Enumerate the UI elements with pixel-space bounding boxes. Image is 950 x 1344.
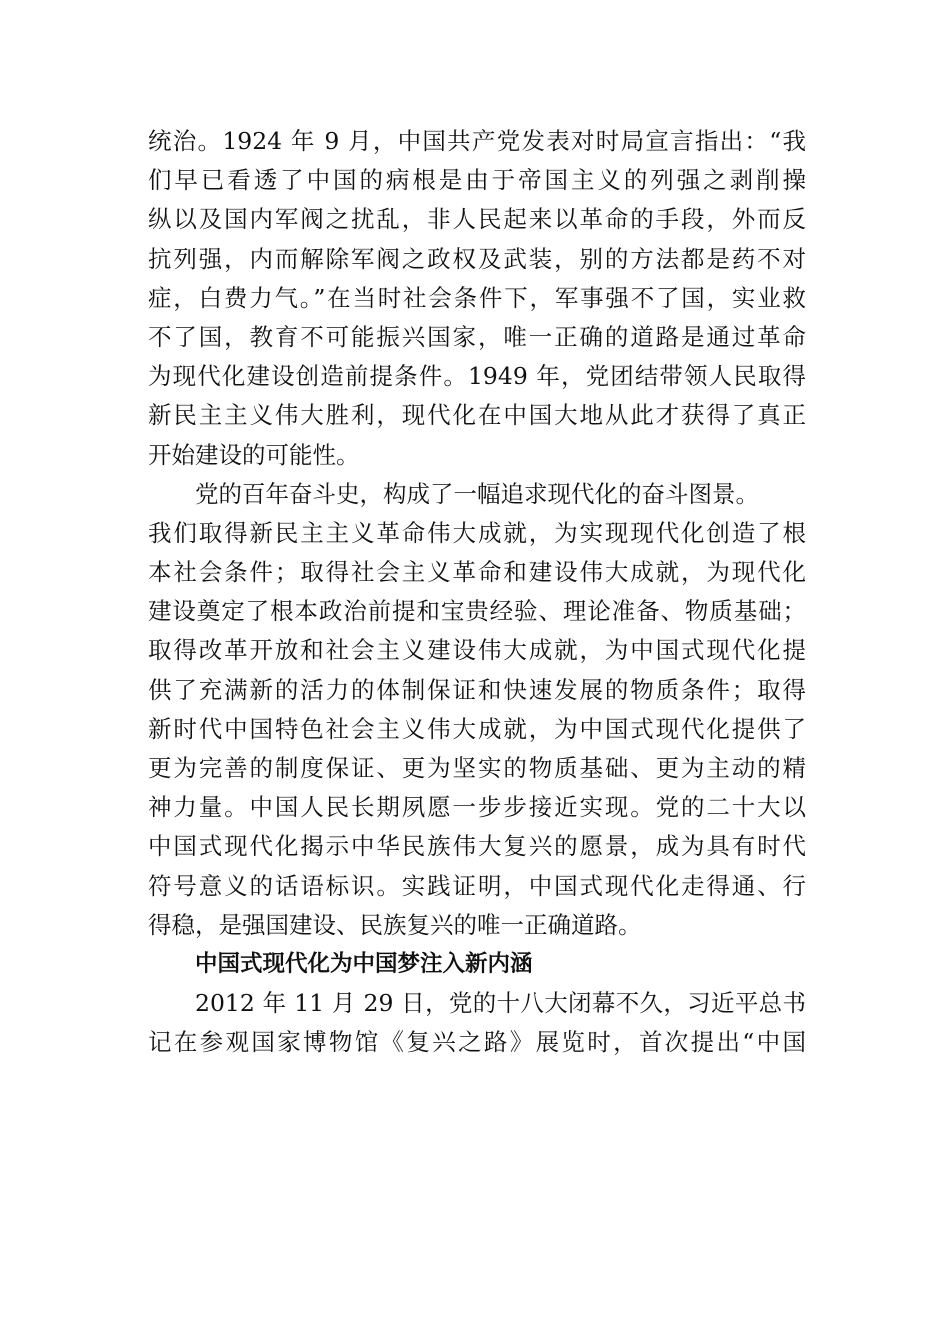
text-line: 纵以及国内军阀之扰乱，非人民起来以革命的手段，外而反 bbox=[148, 205, 806, 234]
text-line: 们早已看透了中国的病根是由于帝国主义的列强之剥削操 bbox=[148, 166, 806, 195]
text-line: 建设奠定了根本政治前提和宝贵经验、理论准备、物质基础； bbox=[148, 597, 806, 626]
text-line: 供了充满新的活力的体制保证和快速发展的物质条件；取得 bbox=[148, 675, 806, 704]
text-line: 2012 年 11 月 29 日，党的十八大闭幕不久，习近平总书 bbox=[195, 989, 806, 1018]
text-line: 得稳，是强国建设、民族复兴的唯一正确道路。 bbox=[148, 910, 642, 939]
text-line: 我们取得新民主主义革命伟大成就，为实现现代化创造了根 bbox=[148, 518, 806, 547]
text-line: 更为完善的制度保证、更为坚实的物质基础、更为主动的精 bbox=[148, 754, 806, 782]
text-line: 开始建设的可能性。 bbox=[148, 440, 360, 469]
text-line: 新民主主义伟大胜利，现代化在中国大地从此才获得了真正 bbox=[148, 401, 806, 430]
text-line: 党的百年奋斗史，构成了一幅追求现代化的奋斗图景。 bbox=[195, 479, 759, 508]
text-line: 取得改革开放和社会主义建设伟大成就，为中国式现代化提 bbox=[148, 636, 806, 665]
text-line: 为现代化建设创造前提条件。1949 年，党团结带领人民取得 bbox=[148, 362, 806, 391]
text-line: 新时代中国特色社会主义伟大成就，为中国式现代化提供了 bbox=[148, 714, 806, 743]
paragraph-2 bbox=[148, 475, 806, 945]
text-line: 抗列强，内而解除军阀之政权及武装，别的方法都是药不对 bbox=[148, 244, 806, 273]
text-line: 本社会条件；取得社会主义革命和建设伟大成就，为现代化 bbox=[148, 558, 806, 587]
text-line: 统治。1924 年 9 月，中国共产党发表对时局宣言指出：“我 bbox=[148, 127, 806, 155]
text-line: 中国式现代化揭示中华民族伟大复兴的愿景，成为具有时代 bbox=[148, 832, 806, 861]
paragraph-1 bbox=[148, 122, 806, 475]
text-line: 症，白费力气。”在当时社会条件下，军事强不了国，实业救 bbox=[148, 283, 806, 312]
text-line: 神力量。中国人民长期夙愿一步步接近实现。党的二十大以 bbox=[148, 793, 806, 822]
text-line: 不了国，教育不可能振兴国家，唯一正确的道路是通过革命 bbox=[148, 322, 806, 351]
section-heading: 中国式现代化为中国梦注入新内涵 bbox=[195, 950, 533, 977]
text-line: 记在参观国家博物馆《复兴之路》展览时，首次提出“中国 bbox=[148, 1028, 806, 1057]
document-body bbox=[148, 122, 806, 1063]
text-line: 符号意义的话语标识。实践证明，中国式现代化走得通、行 bbox=[148, 871, 806, 900]
paragraph-3 bbox=[148, 984, 806, 1062]
